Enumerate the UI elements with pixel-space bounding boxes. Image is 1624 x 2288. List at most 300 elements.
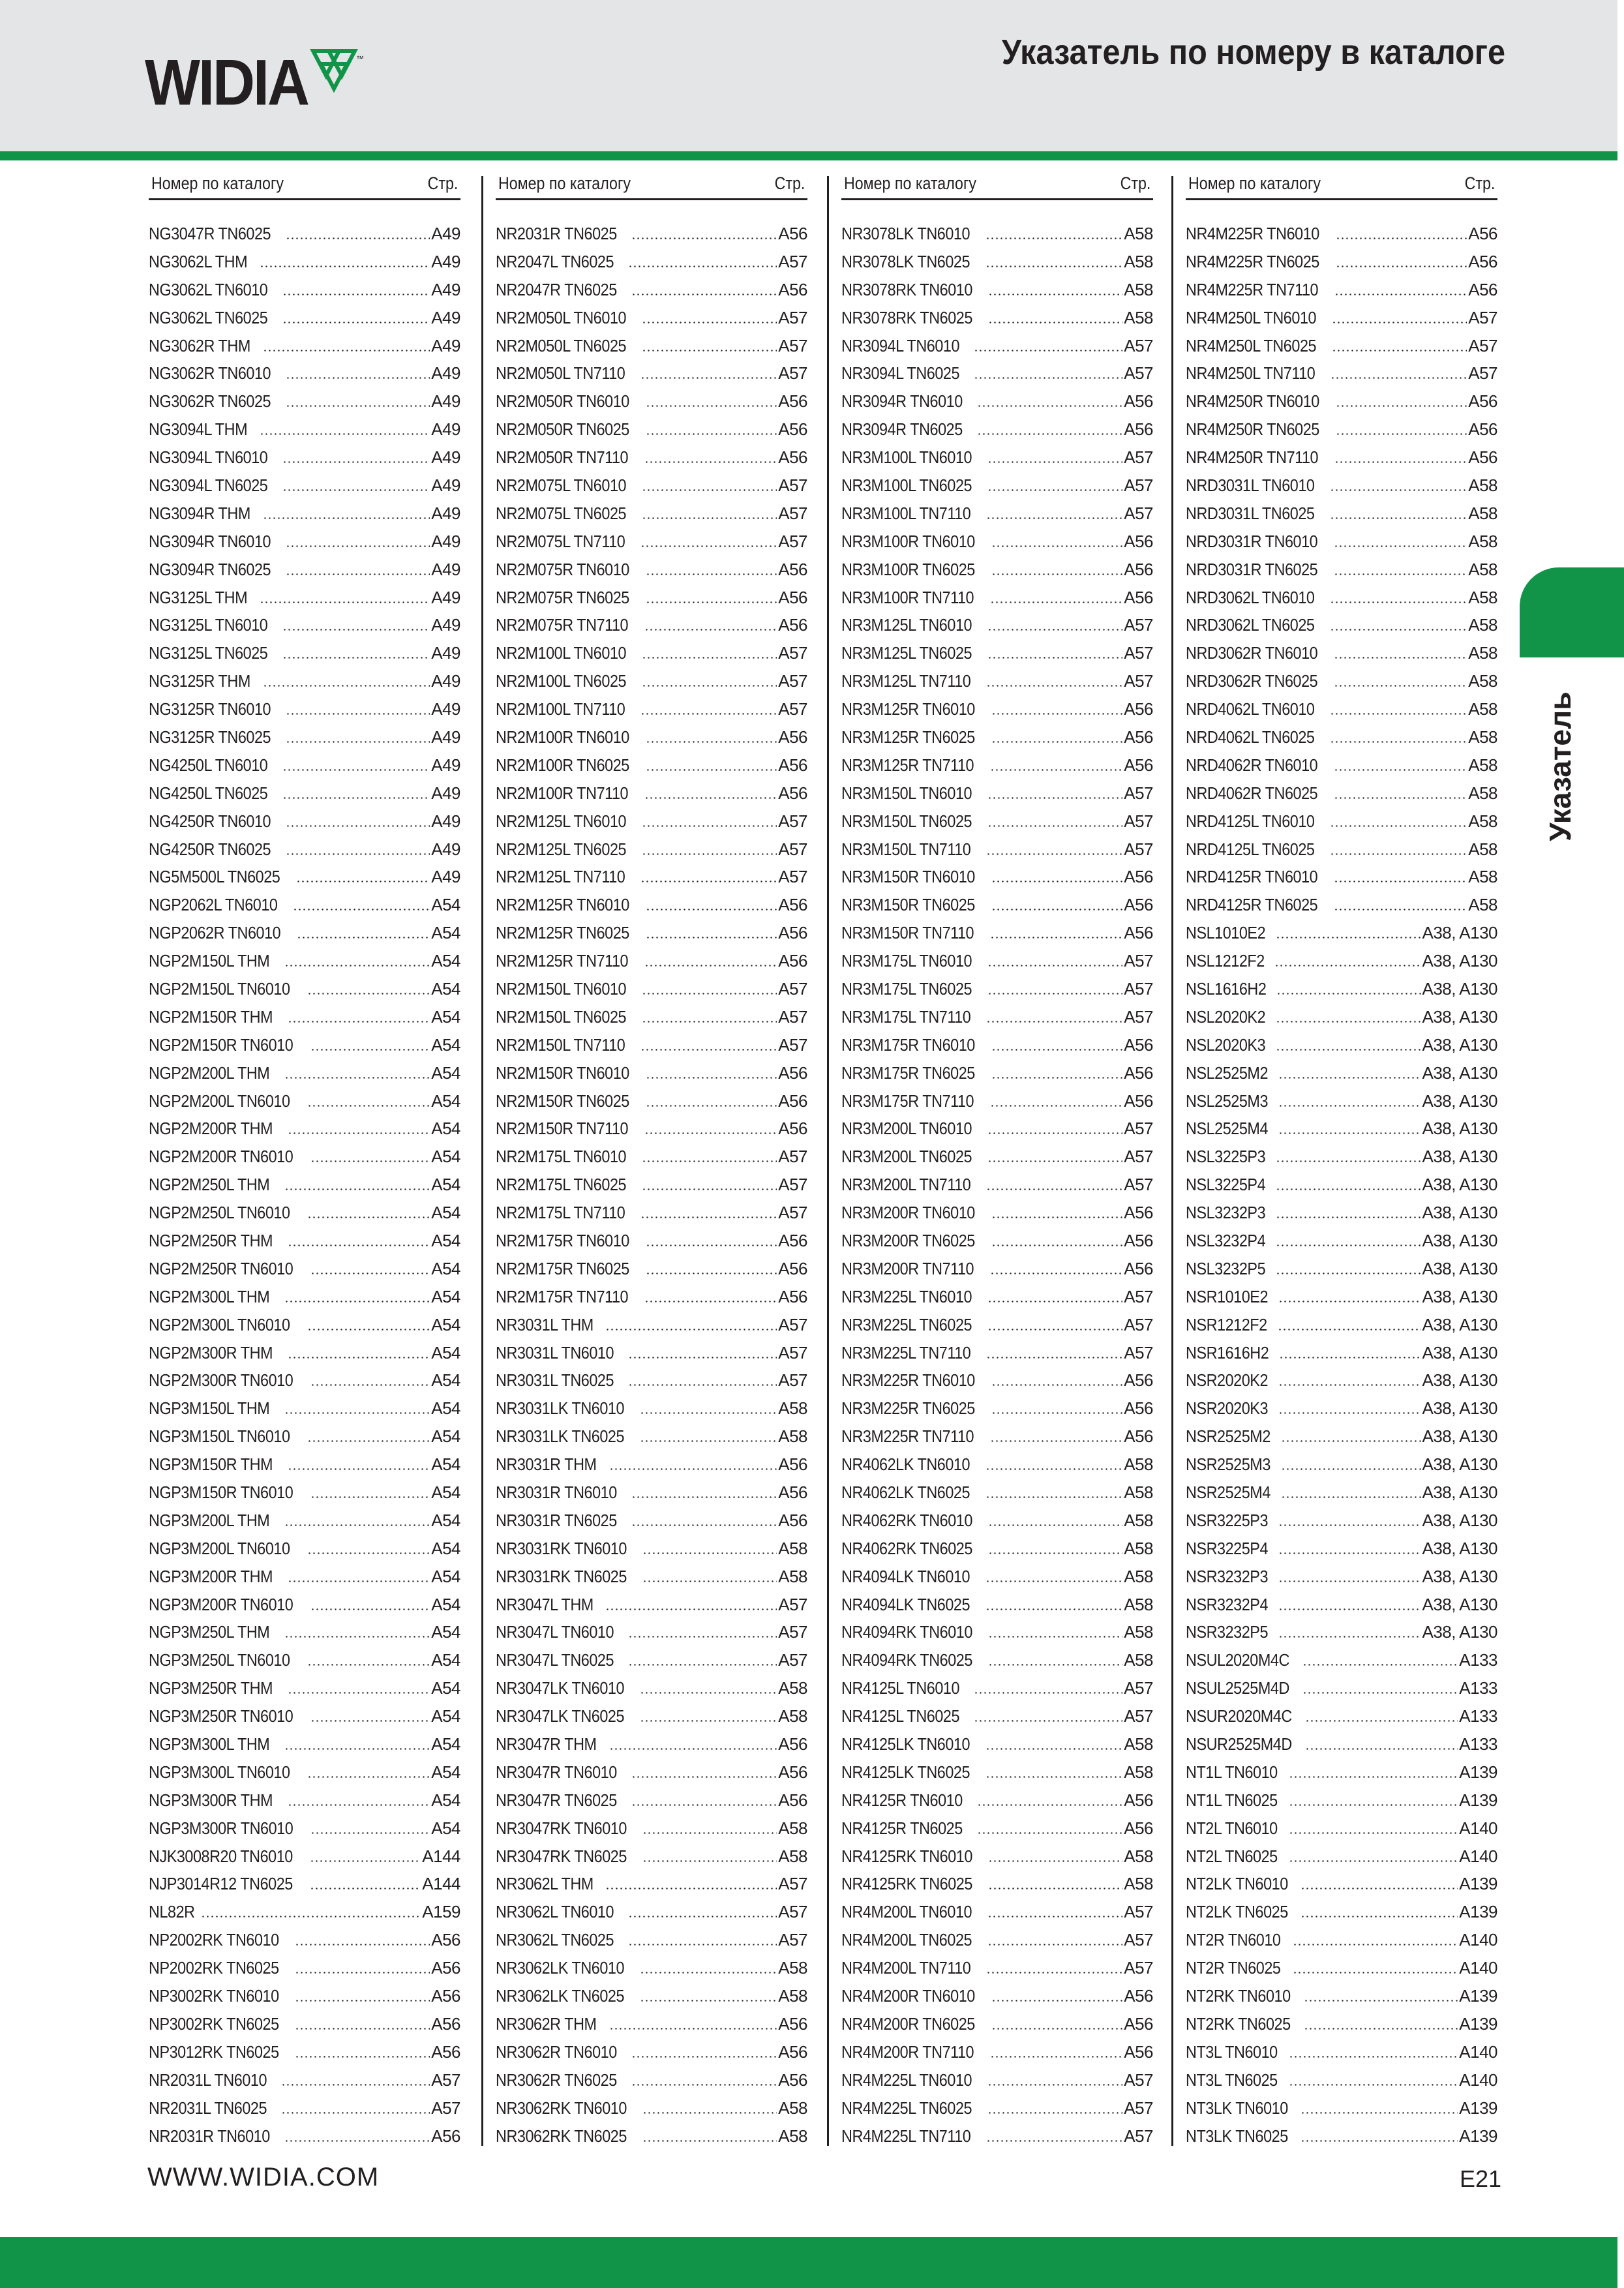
index-entry[interactable] bbox=[149, 751, 460, 779]
index-entry[interactable] bbox=[149, 1702, 460, 1730]
index-entry[interactable] bbox=[496, 304, 807, 332]
index-entry[interactable] bbox=[1186, 779, 1497, 807]
index-entry[interactable] bbox=[1186, 1898, 1497, 1926]
index-entry[interactable] bbox=[496, 1031, 807, 1059]
dot-leader bbox=[642, 1580, 777, 1582]
page-reference: A49 bbox=[431, 279, 460, 299]
index-entry[interactable] bbox=[149, 1227, 460, 1255]
index-entry[interactable] bbox=[149, 1059, 460, 1087]
index-entry[interactable] bbox=[496, 1926, 807, 1954]
page-reference: A56 bbox=[778, 2013, 807, 2034]
index-entry[interactable] bbox=[1186, 947, 1497, 975]
index-entry[interactable] bbox=[1186, 1394, 1497, 1422]
index-entry[interactable] bbox=[841, 415, 1153, 444]
index-entry[interactable] bbox=[496, 1311, 807, 1339]
index-entry[interactable] bbox=[1186, 1115, 1497, 1143]
index-entry[interactable] bbox=[149, 528, 460, 556]
index-entry[interactable] bbox=[496, 1422, 807, 1451]
index-entry[interactable] bbox=[496, 1143, 807, 1171]
index-entry[interactable] bbox=[149, 1031, 460, 1059]
index-entry[interactable] bbox=[1186, 500, 1497, 528]
index-entry[interactable] bbox=[149, 387, 460, 415]
index-entry[interactable] bbox=[841, 1339, 1153, 1367]
index-entry[interactable] bbox=[149, 975, 460, 1003]
index-entry[interactable] bbox=[496, 1591, 807, 1619]
column-header-page: Стр. bbox=[1120, 173, 1150, 193]
index-entry[interactable] bbox=[1186, 667, 1497, 695]
index-entry[interactable] bbox=[496, 276, 807, 304]
index-entry[interactable] bbox=[149, 2038, 460, 2066]
index-entry[interactable] bbox=[149, 1507, 460, 1535]
index-entry[interactable] bbox=[149, 584, 460, 612]
index-entry[interactable] bbox=[149, 667, 460, 695]
index-entry[interactable] bbox=[1186, 1031, 1497, 1059]
index-entry[interactable] bbox=[1186, 1451, 1497, 1479]
index-entry[interactable] bbox=[841, 611, 1153, 639]
dot-leader bbox=[631, 237, 777, 239]
index-entry[interactable] bbox=[149, 1422, 460, 1451]
index-entry[interactable] bbox=[149, 1479, 460, 1507]
index-entry[interactable] bbox=[841, 304, 1153, 332]
index-entry[interactable] bbox=[1186, 1814, 1497, 1843]
index-entry[interactable] bbox=[496, 919, 807, 947]
index-entry[interactable] bbox=[496, 1954, 807, 1982]
index-entry[interactable] bbox=[496, 947, 807, 975]
index-entry[interactable] bbox=[496, 1786, 807, 1814]
index-entry[interactable] bbox=[841, 500, 1153, 528]
index-entry[interactable] bbox=[496, 2038, 807, 2066]
index-entry[interactable] bbox=[841, 863, 1153, 891]
footer-website-link[interactable]: WWW.WIDIA.COM bbox=[147, 2163, 380, 2191]
dot-leader bbox=[282, 461, 430, 463]
index-entry[interactable] bbox=[496, 1394, 807, 1422]
index-entry[interactable] bbox=[1186, 1422, 1497, 1451]
index-entry[interactable] bbox=[1186, 1059, 1497, 1087]
index-entry[interactable] bbox=[149, 332, 460, 360]
index-entry[interactable] bbox=[149, 1843, 460, 1871]
index-entry[interactable] bbox=[1186, 2122, 1497, 2150]
side-section-tab[interactable] bbox=[1520, 567, 1624, 657]
index-entry[interactable] bbox=[496, 387, 807, 415]
index-entry[interactable] bbox=[1186, 1003, 1497, 1031]
index-entry[interactable] bbox=[841, 556, 1153, 584]
index-entry[interactable] bbox=[149, 1786, 460, 1814]
index-entry[interactable] bbox=[841, 387, 1153, 415]
index-entry[interactable] bbox=[841, 1926, 1153, 1954]
index-entry[interactable] bbox=[149, 1171, 460, 1199]
index-entry[interactable] bbox=[1186, 1227, 1497, 1255]
index-entry[interactable] bbox=[1186, 359, 1497, 387]
index-entry[interactable] bbox=[841, 1535, 1153, 1563]
index-entry[interactable] bbox=[149, 863, 460, 891]
index-entry[interactable] bbox=[1186, 1786, 1497, 1814]
index-entry[interactable] bbox=[841, 1646, 1153, 1674]
index-entry[interactable] bbox=[1186, 1199, 1497, 1227]
index-entry[interactable] bbox=[1186, 556, 1497, 584]
index-entry[interactable] bbox=[149, 444, 460, 472]
index-entry[interactable] bbox=[496, 359, 807, 387]
index-entry[interactable] bbox=[496, 1758, 807, 1786]
catalog-number: NR2M150L TN7110 bbox=[496, 1034, 625, 1055]
index-entry[interactable] bbox=[1186, 387, 1497, 415]
index-entry[interactable] bbox=[496, 1227, 807, 1255]
index-entry[interactable] bbox=[496, 611, 807, 639]
index-entry[interactable] bbox=[841, 835, 1153, 864]
index-entry[interactable] bbox=[496, 1843, 807, 1871]
index-entry[interactable] bbox=[149, 1255, 460, 1283]
index-entry[interactable] bbox=[1186, 2066, 1497, 2094]
index-entry[interactable] bbox=[496, 1814, 807, 1843]
index-entry[interactable] bbox=[496, 472, 807, 500]
index-entry[interactable] bbox=[149, 919, 460, 947]
dot-leader bbox=[263, 350, 430, 352]
index-entry[interactable] bbox=[1186, 1255, 1497, 1283]
index-entry[interactable] bbox=[496, 220, 807, 248]
index-entry[interactable] bbox=[149, 1311, 460, 1339]
index-entry[interactable] bbox=[1186, 1535, 1497, 1563]
dot-leader bbox=[987, 825, 1122, 827]
index-entry[interactable] bbox=[496, 695, 807, 723]
index-entry[interactable] bbox=[841, 2094, 1153, 2122]
index-entry[interactable] bbox=[149, 276, 460, 304]
index-entry[interactable] bbox=[1186, 723, 1497, 751]
index-entry[interactable] bbox=[496, 639, 807, 667]
index-entry[interactable] bbox=[841, 528, 1153, 556]
index-entry[interactable] bbox=[496, 1339, 807, 1367]
index-entry[interactable] bbox=[841, 248, 1153, 276]
index-entry[interactable] bbox=[149, 639, 460, 667]
dot-leader bbox=[646, 1272, 777, 1274]
index-entry[interactable] bbox=[149, 779, 460, 807]
page-reference: A58 bbox=[1124, 1874, 1153, 1894]
index-entry[interactable] bbox=[1186, 220, 1497, 248]
index-entry[interactable] bbox=[1186, 1954, 1497, 1982]
index-entry[interactable] bbox=[149, 1451, 460, 1479]
index-entry[interactable] bbox=[1186, 835, 1497, 864]
index-entry[interactable] bbox=[496, 1871, 807, 1899]
index-entry[interactable] bbox=[149, 1814, 460, 1843]
index-entry[interactable] bbox=[841, 444, 1153, 472]
index-entry[interactable] bbox=[149, 1143, 460, 1171]
index-entry[interactable] bbox=[841, 1702, 1153, 1730]
index-entry[interactable] bbox=[149, 1646, 460, 1674]
index-entry[interactable] bbox=[841, 1422, 1153, 1451]
index-entry[interactable] bbox=[496, 751, 807, 779]
index-entry[interactable] bbox=[841, 1031, 1153, 1059]
index-entry[interactable] bbox=[841, 2066, 1153, 2094]
index-entry[interactable] bbox=[1186, 695, 1497, 723]
index-entry[interactable] bbox=[149, 2094, 460, 2122]
index-entry[interactable] bbox=[149, 1003, 460, 1031]
index-entry[interactable] bbox=[1186, 304, 1497, 332]
index-entry[interactable] bbox=[496, 1674, 807, 1702]
index-entry[interactable] bbox=[149, 723, 460, 751]
index-entry[interactable] bbox=[1186, 1311, 1497, 1339]
index-entry[interactable] bbox=[1186, 1143, 1497, 1171]
index-entry[interactable] bbox=[1186, 2094, 1497, 2122]
index-entry[interactable] bbox=[841, 1730, 1153, 1758]
index-entry[interactable] bbox=[1186, 1871, 1497, 1899]
index-entry[interactable] bbox=[841, 1479, 1153, 1507]
index-entry[interactable] bbox=[1186, 1339, 1497, 1367]
index-entry[interactable] bbox=[149, 835, 460, 864]
index-entry[interactable] bbox=[841, 1367, 1153, 1395]
index-entry[interactable] bbox=[841, 975, 1153, 1003]
index-entry[interactable] bbox=[496, 1199, 807, 1227]
index-entry[interactable] bbox=[496, 500, 807, 528]
index-entry[interactable] bbox=[841, 1059, 1153, 1087]
index-entry[interactable] bbox=[496, 779, 807, 807]
index-entry[interactable] bbox=[496, 1535, 807, 1563]
index-entry[interactable] bbox=[841, 639, 1153, 667]
index-entry[interactable] bbox=[149, 2122, 460, 2150]
index-entry[interactable] bbox=[1186, 472, 1497, 500]
index-entry[interactable] bbox=[149, 500, 460, 528]
index-entry[interactable] bbox=[1186, 1591, 1497, 1619]
index-entry[interactable] bbox=[496, 1171, 807, 1199]
index-entry[interactable] bbox=[841, 1283, 1153, 1311]
index-entry[interactable] bbox=[149, 1674, 460, 1702]
index-entry[interactable] bbox=[149, 1982, 460, 2010]
index-entry[interactable] bbox=[149, 2066, 460, 2094]
index-entry[interactable] bbox=[841, 1199, 1153, 1227]
index-entry[interactable] bbox=[1186, 1563, 1497, 1591]
index-entry[interactable] bbox=[841, 1871, 1153, 1899]
index-entry[interactable] bbox=[496, 863, 807, 891]
index-entry[interactable] bbox=[149, 947, 460, 975]
index-entry[interactable] bbox=[841, 1394, 1153, 1422]
index-entry[interactable] bbox=[841, 1674, 1153, 1702]
index-entry[interactable] bbox=[1186, 891, 1497, 919]
index-entry[interactable] bbox=[496, 2122, 807, 2150]
index-entry[interactable] bbox=[1186, 248, 1497, 276]
index-entry[interactable] bbox=[496, 1479, 807, 1507]
index-entry[interactable] bbox=[496, 1702, 807, 1730]
index-entry[interactable] bbox=[149, 556, 460, 584]
index-entry[interactable] bbox=[1186, 1283, 1497, 1311]
index-entry[interactable] bbox=[149, 1199, 460, 1227]
index-entry[interactable] bbox=[841, 1171, 1153, 1199]
index-entry[interactable] bbox=[841, 667, 1153, 695]
catalog-number: NRD4125L TN6010 bbox=[1186, 811, 1315, 831]
index-entry[interactable] bbox=[1186, 584, 1497, 612]
index-entry[interactable] bbox=[149, 220, 460, 248]
catalog-number: NR3M125L TN6025 bbox=[841, 643, 972, 663]
dot-leader bbox=[987, 461, 1122, 463]
index-entry[interactable] bbox=[841, 1982, 1153, 2010]
index-entry[interactable] bbox=[149, 1339, 460, 1367]
index-entry[interactable] bbox=[1186, 611, 1497, 639]
index-entry[interactable] bbox=[841, 2122, 1153, 2150]
index-entry[interactable] bbox=[149, 1758, 460, 1786]
index-entry[interactable] bbox=[841, 1227, 1153, 1255]
index-entry[interactable] bbox=[149, 2010, 460, 2038]
index-entry[interactable] bbox=[841, 919, 1153, 947]
index-entry[interactable] bbox=[496, 975, 807, 1003]
index-entry[interactable] bbox=[496, 415, 807, 444]
index-entry[interactable] bbox=[496, 248, 807, 276]
dot-leader bbox=[1336, 405, 1467, 407]
index-entry[interactable] bbox=[1186, 639, 1497, 667]
index-entry[interactable] bbox=[496, 1255, 807, 1283]
index-entry[interactable] bbox=[1186, 332, 1497, 360]
index-entry[interactable] bbox=[841, 751, 1153, 779]
index-entry[interactable] bbox=[841, 1619, 1153, 1647]
index-entry[interactable] bbox=[1186, 863, 1497, 891]
index-entry[interactable] bbox=[1186, 1646, 1497, 1674]
index-entry[interactable] bbox=[841, 1563, 1153, 1591]
index-entry[interactable] bbox=[841, 1786, 1153, 1814]
index-entry[interactable] bbox=[1186, 1926, 1497, 1954]
index-entry[interactable] bbox=[149, 248, 460, 276]
index-entry[interactable] bbox=[1186, 415, 1497, 444]
index-entry[interactable] bbox=[149, 1535, 460, 1563]
index-entry[interactable] bbox=[496, 556, 807, 584]
index-entry[interactable] bbox=[1186, 1702, 1497, 1730]
index-entry[interactable] bbox=[1186, 1087, 1497, 1115]
index-entry[interactable] bbox=[496, 1115, 807, 1143]
index-entry[interactable] bbox=[1186, 751, 1497, 779]
index-entry[interactable] bbox=[496, 1619, 807, 1647]
index-entry[interactable] bbox=[841, 2010, 1153, 2038]
index-entry[interactable] bbox=[841, 220, 1153, 248]
index-entry[interactable] bbox=[496, 1898, 807, 1926]
index-entry[interactable] bbox=[149, 1563, 460, 1591]
index-entry[interactable] bbox=[1186, 1758, 1497, 1786]
index-entry[interactable] bbox=[149, 1591, 460, 1619]
index-entry[interactable] bbox=[841, 1954, 1153, 1982]
index-entry[interactable] bbox=[841, 1843, 1153, 1871]
index-entry[interactable] bbox=[1186, 807, 1497, 835]
index-entry[interactable] bbox=[149, 1283, 460, 1311]
index-entry[interactable] bbox=[149, 415, 460, 444]
index-entry[interactable] bbox=[496, 1059, 807, 1087]
index-entry[interactable] bbox=[149, 1619, 460, 1647]
index-entry[interactable] bbox=[841, 1087, 1153, 1115]
index-entry[interactable] bbox=[496, 807, 807, 835]
index-entry[interactable] bbox=[496, 667, 807, 695]
index-entry[interactable] bbox=[1186, 2010, 1497, 2038]
index-entry[interactable] bbox=[496, 1003, 807, 1031]
index-entry[interactable] bbox=[496, 1646, 807, 1674]
index-entry[interactable] bbox=[841, 1311, 1153, 1339]
catalog-number: NR4125LK TN6025 bbox=[841, 1762, 970, 1782]
index-entry[interactable] bbox=[841, 891, 1153, 919]
index-entry[interactable] bbox=[149, 611, 460, 639]
index-entry[interactable] bbox=[149, 304, 460, 332]
index-entry[interactable] bbox=[496, 1982, 807, 2010]
index-entry[interactable] bbox=[496, 584, 807, 612]
catalog-number: NGP3M150R TN6010 bbox=[149, 1483, 293, 1503]
index-entry[interactable] bbox=[1186, 1982, 1497, 2010]
index-entry[interactable] bbox=[841, 695, 1153, 723]
index-entry[interactable] bbox=[841, 1591, 1153, 1619]
index-entry[interactable] bbox=[496, 835, 807, 864]
index-entry[interactable] bbox=[841, 723, 1153, 751]
index-rows bbox=[496, 220, 807, 2150]
index-entry[interactable] bbox=[841, 1758, 1153, 1786]
index-entry[interactable] bbox=[1186, 1171, 1497, 1199]
index-entry[interactable] bbox=[149, 695, 460, 723]
index-entry[interactable] bbox=[149, 1898, 460, 1926]
index-entry[interactable] bbox=[841, 947, 1153, 975]
index-entry[interactable] bbox=[1186, 1507, 1497, 1535]
index-entry[interactable] bbox=[149, 891, 460, 919]
index-column-2 bbox=[496, 171, 807, 2146]
index-entry[interactable] bbox=[1186, 1674, 1497, 1702]
index-entry[interactable] bbox=[1186, 919, 1497, 947]
index-entry[interactable] bbox=[841, 584, 1153, 612]
index-entry[interactable] bbox=[149, 1871, 460, 1899]
index-entry[interactable] bbox=[841, 2038, 1153, 2066]
index-entry[interactable] bbox=[496, 891, 807, 919]
index-entry[interactable] bbox=[841, 276, 1153, 304]
index-entry[interactable] bbox=[149, 1367, 460, 1395]
index-entry[interactable] bbox=[1186, 2038, 1497, 2066]
index-entry[interactable] bbox=[149, 472, 460, 500]
index-entry[interactable] bbox=[841, 1451, 1153, 1479]
index-entry[interactable] bbox=[1186, 975, 1497, 1003]
index-entry[interactable] bbox=[496, 1507, 807, 1535]
dot-leader bbox=[310, 1049, 430, 1051]
index-entry[interactable] bbox=[841, 1255, 1153, 1283]
index-entry[interactable] bbox=[149, 1115, 460, 1143]
index-entry[interactable] bbox=[149, 807, 460, 835]
index-entry[interactable] bbox=[841, 1115, 1153, 1143]
index-entry[interactable] bbox=[496, 1087, 807, 1115]
index-entry[interactable] bbox=[496, 1563, 807, 1591]
index-entry[interactable] bbox=[1186, 1730, 1497, 1758]
page-reference: A56 bbox=[1124, 1426, 1153, 1447]
index-entry[interactable] bbox=[496, 1730, 807, 1758]
index-entry[interactable] bbox=[149, 1926, 460, 1954]
index-entry[interactable] bbox=[841, 1898, 1153, 1926]
index-entry[interactable] bbox=[841, 1003, 1153, 1031]
index-entry[interactable] bbox=[841, 807, 1153, 835]
index-entry[interactable] bbox=[841, 1814, 1153, 1843]
index-entry[interactable] bbox=[1186, 528, 1497, 556]
catalog-number: NR3M175R TN6025 bbox=[841, 1062, 975, 1083]
index-entry[interactable] bbox=[1186, 1619, 1497, 1647]
index-entry[interactable] bbox=[496, 332, 807, 360]
index-entry[interactable] bbox=[149, 1954, 460, 1982]
index-entry[interactable] bbox=[841, 359, 1153, 387]
index-entry[interactable] bbox=[496, 723, 807, 751]
index-entry[interactable] bbox=[841, 472, 1153, 500]
index-entry[interactable] bbox=[496, 1367, 807, 1395]
index-entry[interactable] bbox=[841, 1507, 1153, 1535]
index-entry[interactable] bbox=[149, 359, 460, 387]
index-entry[interactable] bbox=[496, 2010, 807, 2038]
index-entry[interactable] bbox=[1186, 1479, 1497, 1507]
index-entry[interactable] bbox=[1186, 444, 1497, 472]
index-entry[interactable] bbox=[1186, 1843, 1497, 1871]
index-entry[interactable] bbox=[841, 332, 1153, 360]
index-entry[interactable] bbox=[496, 2094, 807, 2122]
index-entry[interactable] bbox=[496, 2066, 807, 2094]
index-entry[interactable] bbox=[149, 1394, 460, 1422]
index-entry[interactable] bbox=[1186, 276, 1497, 304]
index-entry[interactable] bbox=[841, 779, 1153, 807]
index-entry[interactable] bbox=[149, 1730, 460, 1758]
index-entry[interactable] bbox=[496, 1451, 807, 1479]
index-entry[interactable] bbox=[149, 1087, 460, 1115]
index-entry[interactable] bbox=[496, 1283, 807, 1311]
index-entry[interactable] bbox=[1186, 1367, 1497, 1395]
index-entry[interactable] bbox=[496, 444, 807, 472]
index-entry[interactable] bbox=[841, 1143, 1153, 1171]
index-entry[interactable] bbox=[496, 528, 807, 556]
